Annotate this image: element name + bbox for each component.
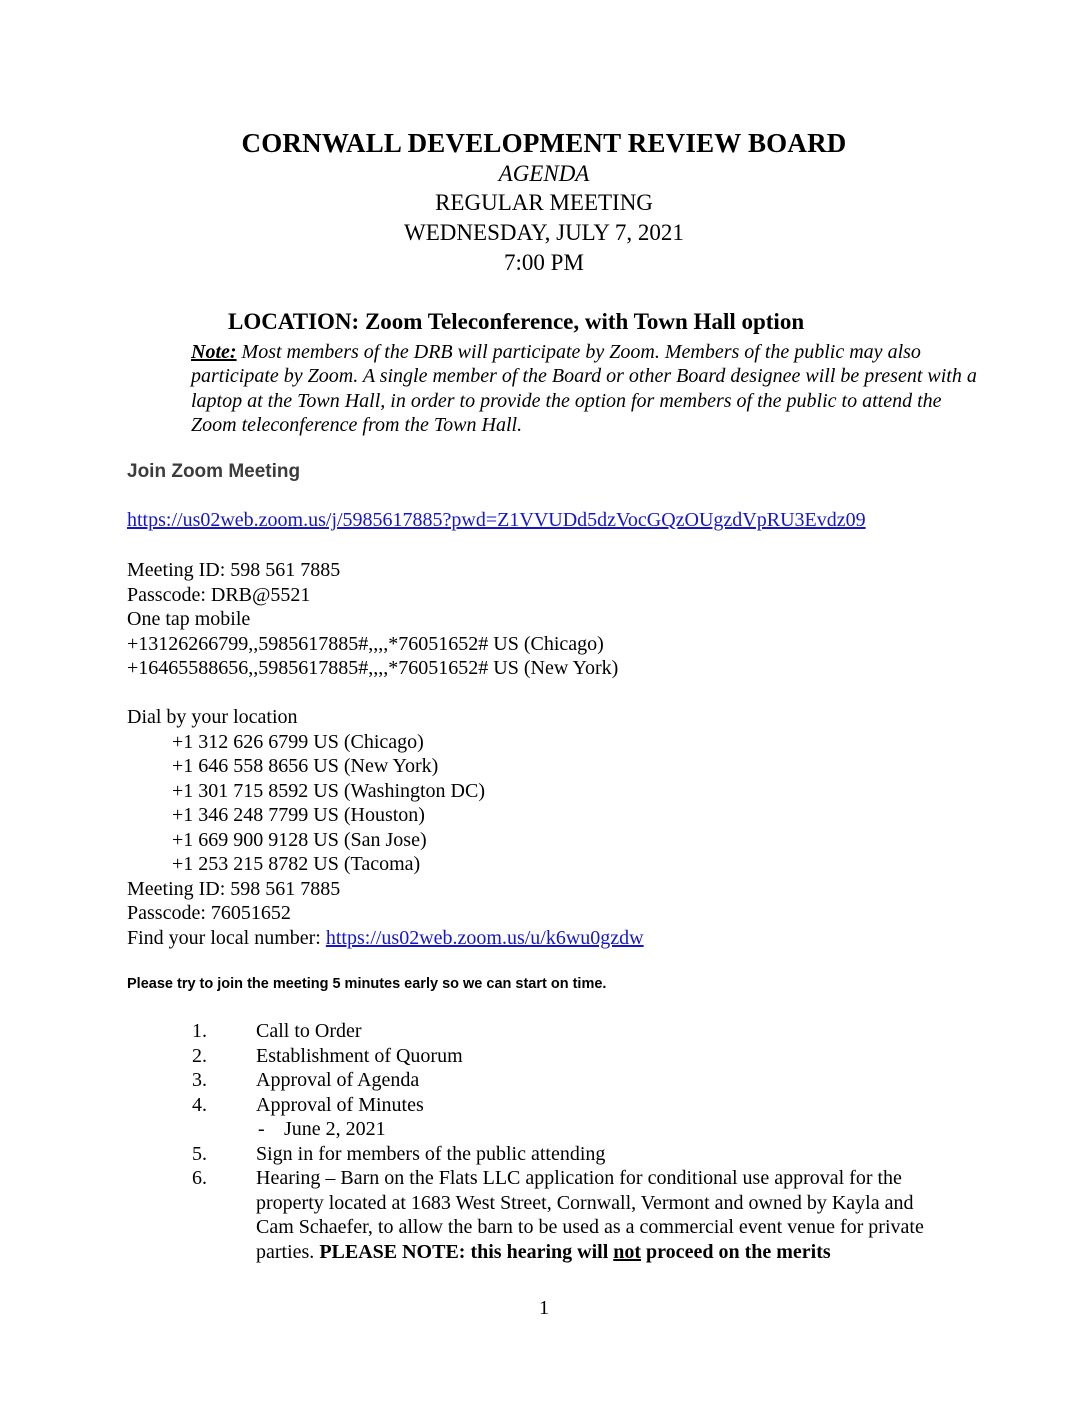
agenda-item-text bbox=[256, 1166, 956, 1264]
location-note bbox=[191, 340, 991, 437]
dial-number: +1 312 626 6799 US (Chicago) bbox=[172, 730, 424, 753]
page-number: 1 bbox=[539, 1297, 549, 1319]
one-tap-new-york: +16465588656,,5985617885#,,,,*76051652# US (New York) bbox=[127, 657, 619, 679]
agenda-sub-item-text: June 2, 2021 bbox=[284, 1118, 386, 1140]
agenda-item bbox=[0, 1044, 1088, 1069]
agenda-item bbox=[0, 1019, 1088, 1044]
dial-number: +1 646 558 8656 US (New York) bbox=[172, 755, 439, 777]
dial-details bbox=[127, 705, 644, 950]
location-heading: LOCATION: Zoom Teleconference, with Town Hall option bbox=[228, 309, 805, 334]
dial-number: +1 346 248 7799 US (Houston) bbox=[172, 804, 425, 826]
meeting-id-2: Meeting ID: 598 561 7885 bbox=[127, 877, 341, 900]
agenda-item-text: Call to Order bbox=[256, 1020, 362, 1042]
zoom-meeting-link-wrap bbox=[127, 509, 866, 532]
hearing-note-not: not bbox=[613, 1240, 642, 1263]
zoom-meeting-link[interactable]: https://us02web.zoom.us/j/5985617885?pwd=Z1VVUDd5dzVocGQzOUgzdVpRU3Evdz09 bbox=[127, 509, 866, 531]
board-title: CORNWALL DEVELOPMENT REVIEW BOARD bbox=[241, 128, 847, 158]
meeting-time: 7:00 PM bbox=[504, 250, 584, 275]
agenda-list bbox=[0, 1019, 1088, 1264]
agenda-item bbox=[0, 1142, 1088, 1167]
find-local-link[interactable]: https://us02web.zoom.us/u/k6wu0gzdw bbox=[325, 926, 644, 949]
hearing-note-a: PLEASE NOTE: this hearing will bbox=[319, 1240, 614, 1263]
note-label: Note: bbox=[191, 341, 237, 363]
agenda-item-text: Approval of Minutes bbox=[256, 1093, 424, 1116]
agenda-item bbox=[0, 1093, 1088, 1118]
meeting-details bbox=[127, 558, 618, 681]
one-tap-chicago: +13126266799,,5985617885#,,,,*76051652# US (Chicago) bbox=[127, 632, 604, 655]
meeting-id: Meeting ID: 598 561 7885 bbox=[127, 559, 341, 581]
find-local-number bbox=[127, 926, 644, 951]
meeting-date: WEDNESDAY, JULY 7, 2021 bbox=[404, 220, 684, 245]
agenda-item bbox=[0, 1166, 1088, 1264]
agenda-item-number: 4. bbox=[192, 1093, 207, 1116]
dial-label: Dial by your location bbox=[127, 706, 298, 728]
note-text: Most members of the DRB will participate by Zoom. Members of the public may also participate by Zoom. A single member of the Board or other Board designee will be present with a laptop at the Town Hall, in order to provide the option for members of the public to attend the Zoom teleconference from the Town Hall. bbox=[191, 341, 977, 436]
join-early-note: Please try to join the meeting 5 minutes early so we can start on time. bbox=[127, 976, 607, 992]
agenda-item-number: 3. bbox=[192, 1069, 207, 1091]
meeting-type: REGULAR MEETING bbox=[435, 190, 653, 215]
dial-number: +1 669 900 9128 US (San Jose) bbox=[172, 828, 427, 851]
hearing-note-b: proceed on the merits bbox=[641, 1240, 831, 1263]
agenda-sub-item-dash: - bbox=[258, 1118, 265, 1140]
one-tap-label: One tap mobile bbox=[127, 608, 251, 630]
agenda-item-number: 2. bbox=[192, 1044, 207, 1067]
agenda-label: AGENDA bbox=[498, 161, 590, 186]
agenda-item-text: Approval of Agenda bbox=[256, 1069, 420, 1091]
agenda-item-number: 5. bbox=[192, 1142, 207, 1165]
agenda-item-number: 6. bbox=[192, 1167, 207, 1189]
dial-number: +1 253 215 8782 US (Tacoma) bbox=[172, 853, 421, 875]
find-local-label: Find your local number: bbox=[127, 926, 326, 949]
agenda-item-text: Establishment of Quorum bbox=[256, 1044, 463, 1067]
passcode-2: Passcode: 76051652 bbox=[127, 902, 291, 924]
join-zoom-heading: Join Zoom Meeting bbox=[127, 461, 301, 482]
passcode: Passcode: DRB@5521 bbox=[127, 583, 311, 606]
agenda-item bbox=[0, 1068, 1088, 1093]
agenda-sub-item bbox=[0, 1117, 1088, 1142]
agenda-item-text: Sign in for members of the public attending bbox=[256, 1142, 606, 1165]
dial-number: +1 301 715 8592 US (Washington DC) bbox=[172, 779, 485, 802]
agenda-item-number: 1. bbox=[192, 1020, 207, 1042]
hearing-description: Hearing – Barn on the Flats LLC application for conditional use approval for the property located at 1683 West Street, Cornwall, Vermont and owned by Kayla and Cam Schaefer, to allow the barn to be used as a commercial event venue for private parties. bbox=[256, 1167, 924, 1263]
